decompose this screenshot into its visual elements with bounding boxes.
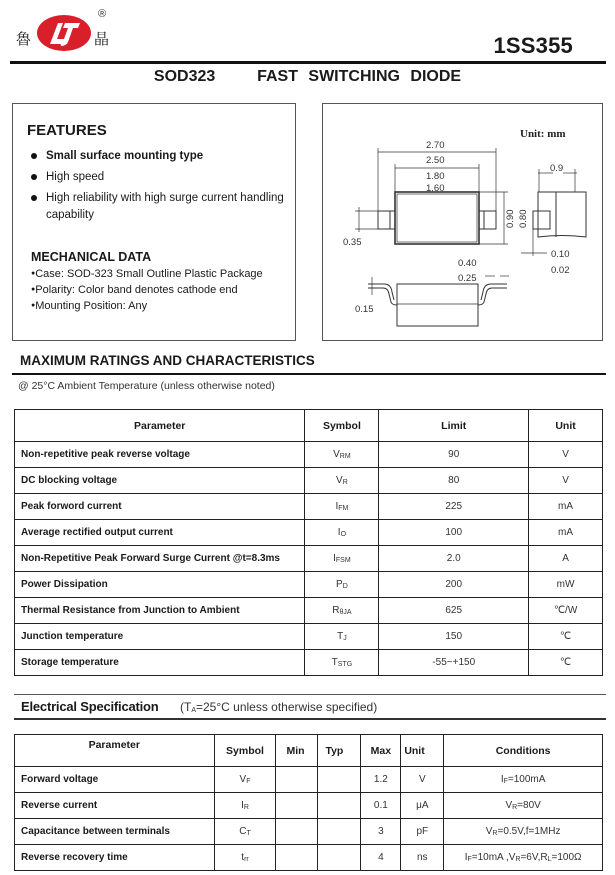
table-row [15, 819, 603, 845]
symbol-subscript: R [243, 804, 249, 811]
conditions-cell: $I_F=10mA$ $,V_R=6V,R_L=100\Omega$ [444, 845, 603, 871]
symbol-cell [305, 598, 379, 624]
unit-cell: ℃ [529, 650, 603, 676]
symbol-main: T [337, 631, 344, 642]
table-row [15, 845, 603, 871]
column-header: Symbol [305, 410, 379, 442]
header-divider [10, 61, 606, 64]
limit-cell: 80 [379, 468, 529, 494]
symbol-main: t [241, 852, 245, 863]
side-view-lead [533, 211, 550, 229]
column-header: Max [361, 735, 401, 767]
mechanical-data-list [31, 266, 263, 314]
table-header-row [15, 735, 603, 767]
symbol-main: I [241, 800, 244, 811]
dim-height-outer: 0.90 [505, 209, 516, 228]
dim-foot-b: 0.25 [458, 273, 477, 284]
parameter-cell: Storage temperature [15, 650, 305, 676]
column-header: Parameter [15, 735, 215, 767]
column-header: Min [276, 735, 318, 767]
symbol-cell [305, 650, 379, 676]
bullet-icon [31, 174, 37, 180]
electrical-spec-title: Electrical Specification [21, 699, 159, 714]
features-panel [12, 103, 296, 341]
feature-text: Small surface mounting type [46, 150, 204, 162]
conditions-cell: $V_R=0.5V,f=1MHz$ [444, 819, 603, 845]
symbol-cell [214, 845, 276, 871]
max-ratings-table [14, 409, 603, 676]
bullet-icon [31, 153, 37, 159]
symbol-subscript: RM [339, 453, 351, 460]
parameter-cell: Power Dissipation [15, 572, 305, 598]
symbol-subscript: O [340, 531, 347, 538]
dim-foot-a: 0.40 [458, 258, 477, 269]
mechanical-item: ● Case: SOD-323 Small Outline Plastic Package [31, 266, 263, 282]
mechanical-item: ● Mounting Position: Any [31, 298, 263, 314]
symbol-subscript: J [343, 635, 347, 642]
unit-cell: V [529, 442, 603, 468]
package-outline-diagram [322, 103, 603, 341]
parameter-cell: Junction temperature [15, 624, 305, 650]
dim-side-b: 0.02 [551, 265, 570, 276]
top-view-body [395, 192, 479, 244]
bullet-icon [31, 195, 37, 201]
limit-cell: 2.0 [379, 546, 529, 572]
feature-item [31, 148, 293, 165]
column-header: Unit [529, 410, 603, 442]
table-row [15, 624, 603, 650]
max-ratings-divider [12, 373, 606, 375]
symbol-main: R [332, 605, 340, 616]
unit-cell: ns [401, 845, 444, 871]
limit-cell: 225 [379, 494, 529, 520]
features-list [31, 148, 293, 228]
part-number: 1SS355 [493, 33, 573, 58]
column-header: Parameter [15, 410, 305, 442]
unit-cell: μA [401, 793, 444, 819]
typ-cell [318, 793, 361, 819]
parameter-cell: Peak forword current [15, 494, 305, 520]
front-view-body [397, 284, 478, 326]
registered-mark: ® [98, 8, 107, 20]
note-suffix: =25°C unless otherwise specified) [196, 700, 378, 714]
feature-text: High speed [46, 171, 105, 183]
min-cell [276, 819, 318, 845]
unit-cell: A [529, 546, 603, 572]
unit-cell: mA [529, 520, 603, 546]
symbol-main: C [239, 826, 247, 837]
note-subscript: A [191, 707, 196, 714]
parameter-cell: Thermal Resistance from Junction to Ambient [15, 598, 305, 624]
table-row [15, 793, 603, 819]
conditions-cell: $I_F=100mA$ [444, 767, 603, 793]
unit-cell: mA [529, 494, 603, 520]
symbol-main: V [239, 774, 247, 785]
symbol-main: T [331, 657, 338, 668]
symbol-cell [305, 520, 379, 546]
limit-cell: 100 [379, 520, 529, 546]
column-header: Conditions [444, 735, 603, 767]
parameter-cell: Capacitance between terminals [15, 819, 215, 845]
max-cell: 0.1 [361, 793, 401, 819]
symbol-main: P [336, 579, 343, 590]
electrical-spec-table [14, 734, 603, 871]
table-row [15, 650, 603, 676]
dim-body-inner: 1.60 [426, 183, 445, 194]
feature-item [31, 190, 293, 224]
min-cell [276, 793, 318, 819]
dim-overall-length: 2.70 [426, 140, 445, 151]
min-cell [276, 845, 318, 871]
symbol-cell [214, 767, 276, 793]
limit-cell: 150 [379, 624, 529, 650]
dim-height-inner: 0.80 [518, 209, 529, 228]
limit-cell: 200 [379, 572, 529, 598]
symbol-cell [214, 819, 276, 845]
table-row [15, 546, 603, 572]
electrical-spec-note [180, 700, 377, 714]
logo-char-left: 魯 [16, 30, 32, 48]
side-view-body [538, 192, 586, 237]
unit-cell: V [529, 468, 603, 494]
symbol-subscript: T [246, 830, 251, 837]
parameter-cell: Average rectified output current [15, 520, 305, 546]
table-row [15, 767, 603, 793]
table-row [15, 442, 603, 468]
symbol-cell [305, 494, 379, 520]
symbol-subscript: rr [244, 856, 249, 863]
dim-side-a: 0.10 [551, 249, 570, 260]
unit-cell: V [401, 767, 444, 793]
symbol-main: V [333, 449, 340, 460]
column-header: Typ [318, 735, 361, 767]
symbol-subscript: θJA [339, 609, 352, 616]
dim-lead-span: 2.50 [426, 155, 445, 166]
limit-cell: 90 [379, 442, 529, 468]
logo-mark-icon [36, 14, 92, 52]
mechanical-data-title: MECHANICAL DATA [31, 250, 152, 264]
symbol-main: I [337, 527, 341, 538]
max-ratings-title: MAXIMUM RATINGS AND CHARACTERISTICS [20, 353, 315, 368]
features-title: FEATURES [27, 122, 107, 139]
electrical-divider-top [14, 694, 606, 695]
package-drawing [323, 104, 604, 342]
dim-lead-width: 0.35 [343, 237, 362, 248]
min-cell [276, 767, 318, 793]
parameter-cell: Reverse recovery time [15, 845, 215, 871]
dim-lead-thickness: 0.15 [355, 304, 374, 315]
table-row [15, 598, 603, 624]
symbol-main: V [336, 475, 343, 486]
dim-body-length: 1.80 [426, 171, 445, 182]
symbol-subscript: F [246, 778, 251, 785]
unit-label: Unit: mm [520, 128, 566, 140]
limit-cell: -55~+150 [379, 650, 529, 676]
unit-cell: ℃/W [529, 598, 603, 624]
parameter-cell: Reverse current [15, 793, 215, 819]
unit-cell: mW [529, 572, 603, 598]
max-cell: 3 [361, 819, 401, 845]
note-prefix: (T [180, 700, 192, 714]
table-row [15, 494, 603, 520]
max-cell: 1.2 [361, 767, 401, 793]
symbol-cell [305, 468, 379, 494]
feature-text: High reliability with high surge current handling capability [46, 192, 284, 221]
typ-cell [318, 767, 361, 793]
symbol-main: I [333, 553, 336, 564]
unit-cell: ℃ [529, 624, 603, 650]
symbol-cell [305, 572, 379, 598]
parameter-cell: DC blocking voltage [15, 468, 305, 494]
parameter-cell: Non-Repetitive Peak Forward Surge Current @t=8.3ms [15, 546, 305, 572]
symbol-subscript: FM [338, 505, 349, 512]
parameter-cell: Forward voltage [15, 767, 215, 793]
symbol-subscript: FSM [335, 557, 351, 564]
unit-cell: pF [401, 819, 444, 845]
symbol-subscript: R [342, 479, 348, 486]
top-view-lead-right [479, 211, 496, 229]
parameter-cell: Non-repetitive peak reverse voltage [15, 442, 305, 468]
feature-item [31, 169, 293, 186]
table-row [15, 520, 603, 546]
table-row [15, 468, 603, 494]
table-header-row [15, 410, 603, 442]
symbol-subscript: STG [337, 661, 353, 668]
max-cell: 4 [361, 845, 401, 871]
conditions-cell: $V_R=80V$ [444, 793, 603, 819]
document-subtitle: SOD323 FAST SWITCHING DIODE [153, 68, 462, 85]
top-view-lead-left [378, 211, 395, 229]
symbol-cell [305, 442, 379, 468]
typ-cell [318, 845, 361, 871]
symbol-cell [305, 624, 379, 650]
logo-char-right: 晶 [94, 30, 110, 48]
electrical-divider-bottom [14, 718, 606, 720]
mechanical-item: ● Polarity: Color band denotes cathode end [31, 282, 263, 298]
symbol-cell [214, 793, 276, 819]
column-header: Limit [379, 410, 529, 442]
column-header: Symbol [214, 735, 276, 767]
company-logo [14, 6, 124, 50]
symbol-subscript: D [342, 583, 348, 590]
limit-cell: 625 [379, 598, 529, 624]
dim-side-width: 0.9 [550, 163, 564, 174]
symbol-cell [305, 546, 379, 572]
max-ratings-note: @ 25°C Ambient Temperature (unless otherwise noted) [18, 380, 275, 392]
table-row [15, 572, 603, 598]
column-header: Unit [401, 735, 444, 767]
symbol-main: I [335, 501, 339, 512]
typ-cell [318, 819, 361, 845]
